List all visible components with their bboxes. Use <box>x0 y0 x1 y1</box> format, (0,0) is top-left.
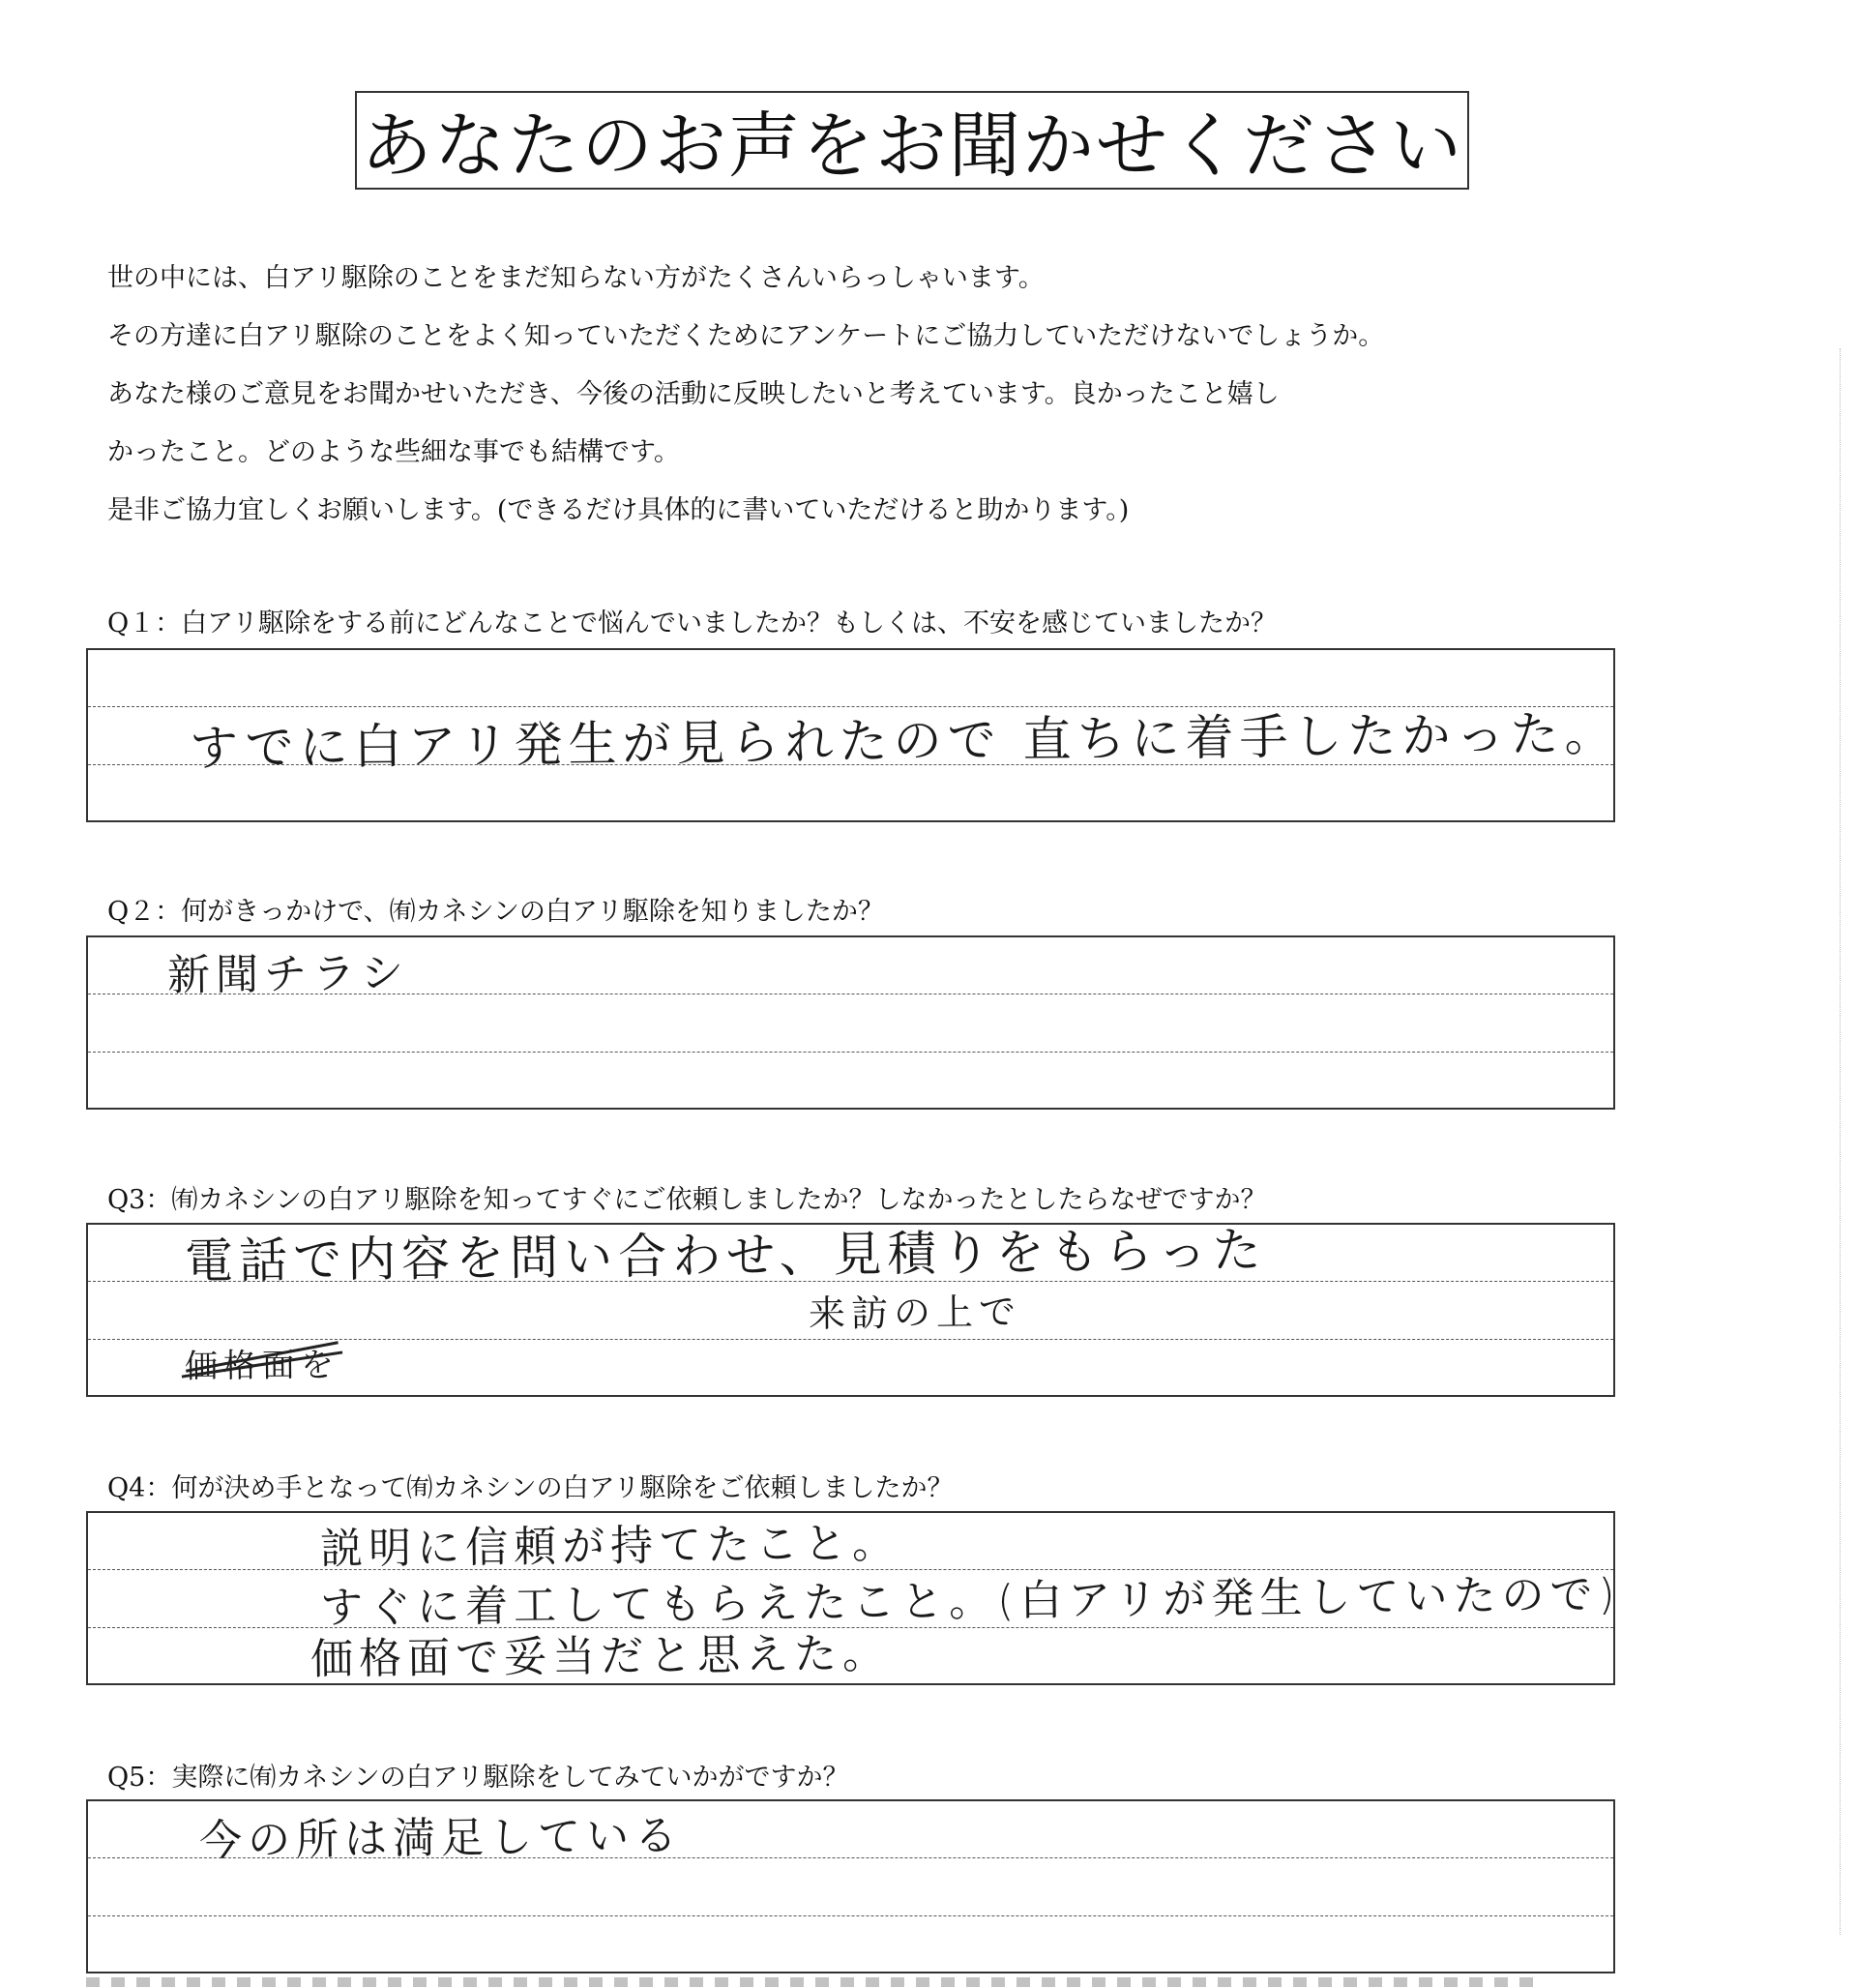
answer-rule <box>88 1052 1613 1053</box>
question-2-label: Q２：何がきっかけで、㈲カネシンの白アリ駆除を知りましたか？ <box>107 897 884 927</box>
intro-line: 世の中には、白アリ駆除のことをまだ知らない方がたくさんいらっしゃいます。 <box>107 263 1045 293</box>
answer-3-crossed-out: 価格面を <box>185 1338 340 1387</box>
page-title: あなたのお声をお聞かせください <box>361 104 1463 188</box>
answer-box-2[interactable] <box>86 935 1615 1110</box>
question-5-label: Q5：実際に㈲カネシンの白アリ駆除をしてみていかがですか？ <box>107 1763 849 1793</box>
question-3-label: Q3：㈲カネシンの白アリ駆除を知ってすぐにご依頼しましたか？しなかったとしたらなぜですか？ <box>107 1185 1267 1215</box>
intro-line: かったこと。どのような些細な事でも結構です。 <box>107 437 680 467</box>
cut-off-next-line <box>86 1977 1537 1987</box>
scan-edge-mark <box>1840 348 1841 1935</box>
answer-5-text: 今の所は満足している <box>198 1811 684 1866</box>
answer-box-3[interactable] <box>86 1223 1615 1397</box>
intro-line: 是非ご協力宜しくお願いします。(できるだけ具体的に書いていただけると助かります。) <box>107 495 1130 525</box>
answer-rule <box>88 1915 1613 1916</box>
answer-1-text: すでに白アリ発生が見られたので 直ちに着手したかった。 <box>189 705 1619 777</box>
intro-line: あなた様のご意見をお聞かせいただき、今後の活動に反映したいと考えています。良かったこと嬉し <box>107 379 1280 409</box>
intro-line: その方達に白アリ駆除のことをよく知っていただくためにアンケートにご協力していただけないでしょうか。 <box>107 321 1385 351</box>
question-4-label: Q4：何が決め手となって㈲カネシンの白アリ駆除をご依頼しましたか？ <box>107 1473 954 1503</box>
answer-2-text: 新聞チラシ <box>166 948 410 1001</box>
title-box <box>355 91 1469 190</box>
answer-4-line-3: 価格面で妥当だと思えた。 <box>310 1628 892 1685</box>
intro-text <box>107 259 1674 549</box>
answer-box-1[interactable] <box>86 648 1619 822</box>
answer-3-line-1: 電話で内容を問い合わせ、見積りをもらった <box>184 1222 1267 1290</box>
answer-4-line-2: すぐに着工してもらえたこと。(白アリが発生していたので) <box>319 1569 1621 1634</box>
answer-box-4[interactable] <box>86 1511 1621 1685</box>
answer-3-insertion: 来訪の上で <box>808 1290 1022 1336</box>
answer-box-5[interactable] <box>86 1799 1615 1973</box>
answer-4-line-1: 説明に信頼が持てたこと。 <box>319 1518 901 1575</box>
question-1-label: Q１：白アリ駆除をする前にどんなことで悩んでいましたか？もしくは、不安を感じていましたか？ <box>107 608 1278 638</box>
